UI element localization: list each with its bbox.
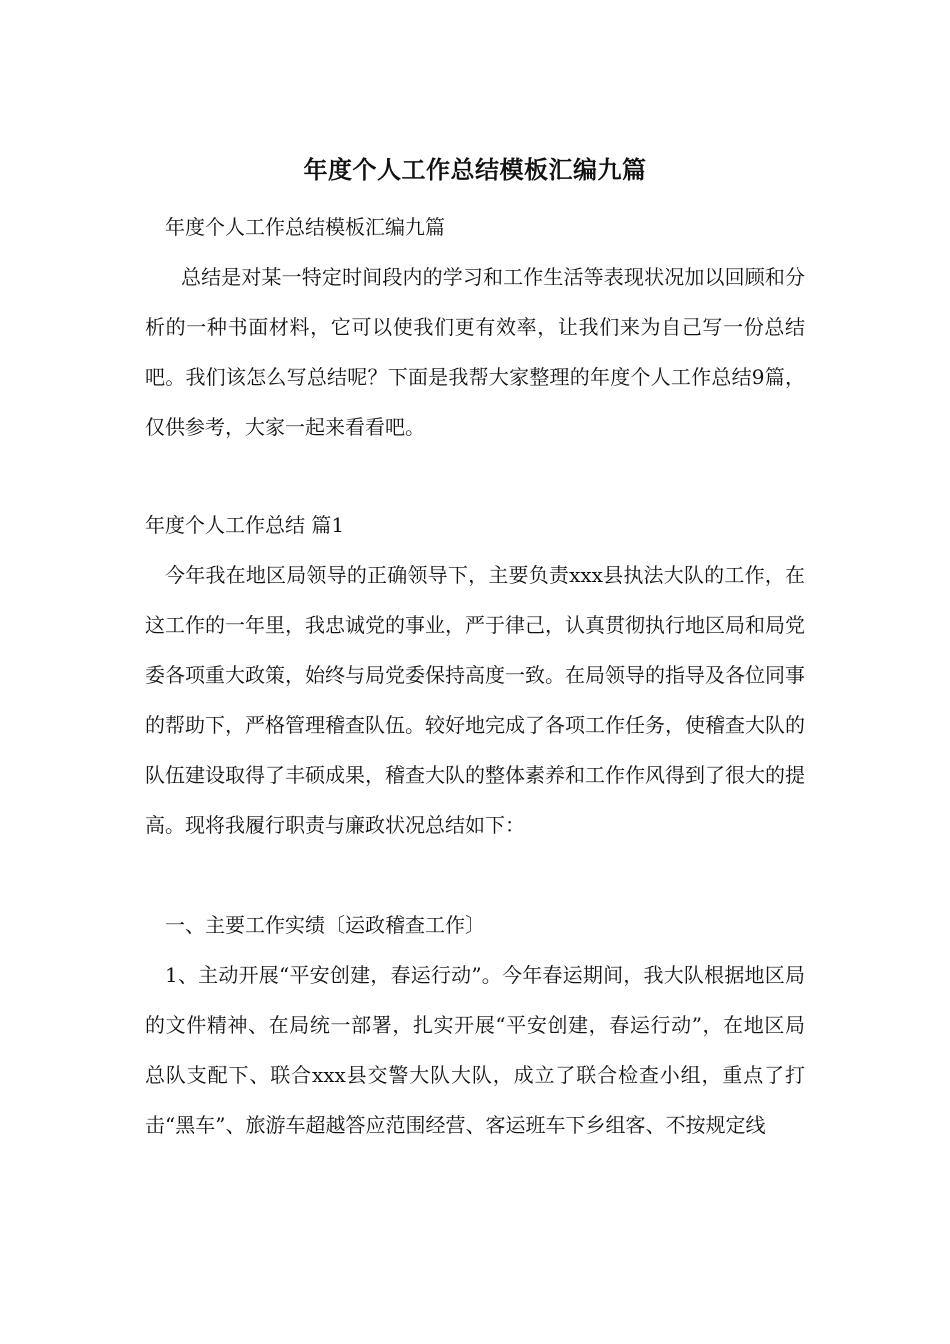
body-paragraph: 1、主动开展“平安创建，春运行动”。今年春运期间，我大队根据地区局的文件精神、在局统一部署，扎实开展“平安创建，春运行动”，在地区局总队支配下、联合xxx县交警大队大队，成立了联合检查小组，重点了打击“黑车”、旅游车超越答应范围经营、客运班车下乡组客、不按规定线: [145, 963, 805, 1137]
subsection-heading: 一、主要工作实绩〔运政稽查工作〕: [165, 913, 485, 937]
intro-paragraph: 总结是对某一特定时间段内的学习和工作生活等表现状况加以回顾和分析的一种书面材料，它可以使我们更有效率，让我们来为自己写一份总结吧。我们该怎么写总结呢？下面是我帮大家整理的年度个人工作总结9篇，仅供参考，大家一起来看看吧。: [145, 265, 805, 439]
body-paragraph: 今年我在地区局领导的正确领导下，主要负责xxx县执法大队的工作，在这工作的一年里，我忠诚党的事业，严于律己，认真贯彻执行地区局和局党委各项重大政策，始终与局党委保持高度一致。在局领导的指导及各位同事的帮助下，严格管理稽查队伍。较好地完成了各项工作任务，使稽查大队的队伍建设取得了丰硕成果，稽查大队的整体素养和工作作风得到了很大的提高。现将我履行职责与廉政状况总结如下：: [145, 563, 805, 837]
document-title: 年度个人工作总结模板汇编九篇: [303, 156, 647, 184]
subtitle-paragraph: 年度个人工作总结模板汇编九篇: [165, 215, 445, 239]
section-heading: 年度个人工作总结 篇1: [145, 513, 345, 537]
